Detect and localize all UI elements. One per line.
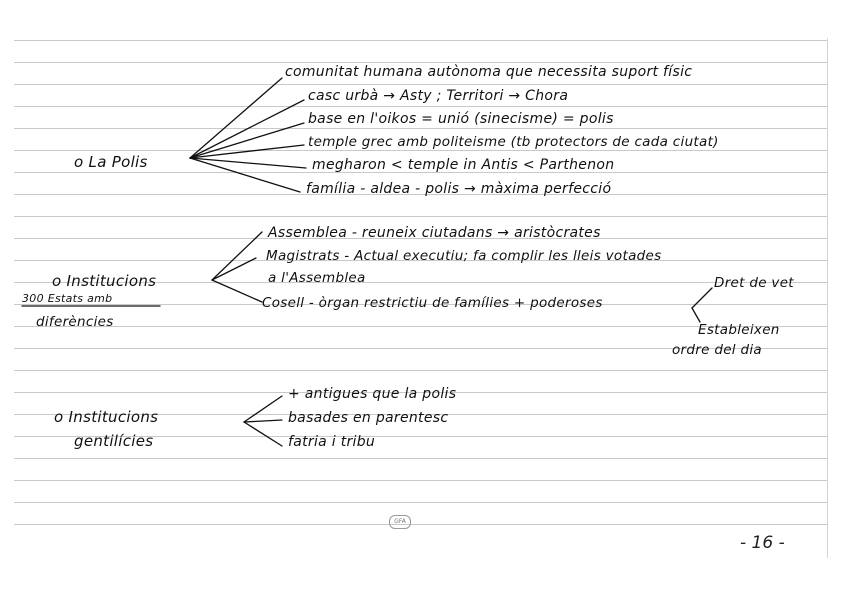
polis-item: base en l'oikos = unió (sinecisme) = polis <box>308 111 614 127</box>
polis-item: megharon < temple in Antis < Parthenon <box>312 157 615 173</box>
institucions-branch <box>212 280 262 302</box>
consell-branch <box>692 288 712 308</box>
institucions-item: Cosell - òrgan restrictiu de famílies + poderoses <box>262 295 603 311</box>
gentilicies-branch <box>244 396 282 422</box>
gentilicies-item: + antigues que la polis <box>288 386 457 402</box>
institucions-note-line1: 300 Estats amb <box>22 292 113 305</box>
publisher-logo: GFA <box>389 515 411 529</box>
institucions-item: Assemblea - reuneix ciutadans → aristòcrates <box>268 225 601 241</box>
polis-item: comunitat humana autònoma que necessita suport físic <box>285 64 693 80</box>
polis-heading: o La Polis <box>74 153 148 171</box>
polis-branch <box>190 123 304 158</box>
institucions-heading: o Institucions <box>52 272 157 290</box>
consell-branch <box>692 308 700 322</box>
polis-item: temple grec amb politeisme (tb protectors de cada ciutat) <box>308 134 719 150</box>
institucions-branch <box>212 258 256 280</box>
consell-branch-label: Estableixen <box>698 322 780 338</box>
polis-branch <box>190 145 304 158</box>
institucions-branch <box>212 232 262 280</box>
institucions-item: a l'Assemblea <box>268 270 366 286</box>
page-number: - 16 - <box>740 533 785 553</box>
gentilicies-item: basades en parentesc <box>288 410 449 426</box>
consell-branch-label: ordre del dia <box>672 342 762 358</box>
gentilicies-branch <box>244 422 282 446</box>
institucions-item: Magistrats - Actual executiu; fa complir les lleis votades <box>266 248 662 264</box>
polis-item: família - aldea - polis → màxima perfecció <box>306 181 612 197</box>
gentilicies-branch <box>244 420 282 422</box>
gentilicies-heading-line2: gentilícies <box>74 432 154 450</box>
consell-branch-label: Dret de vet <box>714 275 794 291</box>
polis-item: casc urbà → Asty ; Territori → Chora <box>308 88 569 104</box>
institucions-note-line2: diferències <box>36 314 114 330</box>
gentilicies-heading-line1: o Institucions <box>54 408 159 426</box>
gentilicies-item: fatria i tribu <box>288 434 376 450</box>
